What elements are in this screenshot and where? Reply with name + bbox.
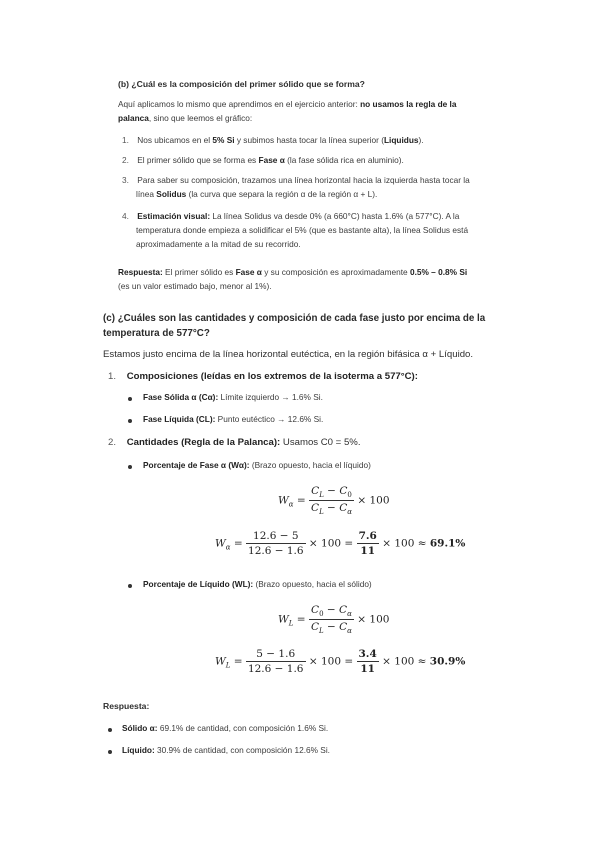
step-3 <box>122 174 470 186</box>
step-2 <box>122 154 404 166</box>
eq-denominator: 11 <box>360 545 376 557</box>
section-b-intro-line1 <box>118 98 456 110</box>
step-text: y subimos hasta tocar la línea superior ( <box>234 135 384 145</box>
pct-label: Porcentaje de Fase α (Wα): <box>143 460 250 470</box>
section-b-heading: (b) ¿Cuál es la composición del primer sólido que se forma? <box>118 79 365 89</box>
pct-label: Porcentaje de Líquido (WL): <box>143 579 254 589</box>
pct-text: (Brazo opuesto, hacia el sólido) <box>253 579 372 589</box>
section-b-intro-line2 <box>118 112 252 124</box>
final-answer-solid <box>122 722 328 734</box>
eq-result: 30.9% <box>429 655 466 668</box>
sub-item-label: Fase Líquida (CL): <box>143 414 216 424</box>
step-4-line2: temperatura donde empieza a solidificar el 5% (que es bastante alta), la línea Solidus está <box>136 225 469 235</box>
step-3-line2 <box>136 188 377 200</box>
eq-denominator: 12.6 − 1.6 <box>248 545 304 557</box>
step-text: El primer sólido que se forma es <box>137 155 259 165</box>
item-number: 1. <box>108 371 117 382</box>
bullet-icon <box>128 584 132 588</box>
item-bold: Cantidades (Regla de la Palanca): <box>126 437 281 448</box>
step-number: 2. <box>122 155 129 165</box>
pct-text: (Brazo opuesto, hacia el líquido) <box>249 460 371 470</box>
step-number: 3. <box>122 175 129 185</box>
eq-denominator: 11 <box>360 663 375 675</box>
step-text: línea <box>136 189 157 199</box>
item-bold: Composiciones (leídas en los extremos de la isoterma a 577°C): <box>126 371 418 382</box>
bullet-icon <box>108 728 112 732</box>
step-bold: Fase α <box>258 155 285 165</box>
sub-item-liquid <box>143 413 323 425</box>
answer-text: y su composición es aproximadamente <box>261 267 410 277</box>
sub-item-label: Fase Sólida α (Cα): <box>143 392 219 402</box>
step-text: (la fase sólida rica en aluminio). <box>284 155 404 165</box>
step-1 <box>122 134 424 146</box>
section-c-heading-line2: temperatura de 577°C? <box>103 328 210 339</box>
step-number: 4. <box>122 211 129 221</box>
step-text: La línea Solidus va desde 0% (a 660°C) hasta 1.6% (a 577°C). A la <box>210 211 460 221</box>
pct-alpha-line <box>143 459 371 471</box>
intro-text: Aquí aplicamos lo mismo que aprendimos en el ejercicio anterior: <box>118 99 361 109</box>
eq-result: 69.1% <box>429 537 466 550</box>
sub-item-text: Punto eutéctico → 12.6% Si. <box>215 414 324 424</box>
formula-w-alpha-numeric: $W_\alpha$ = $\frac{12.6 - 5}{12.6 - 1.6}$ × 100 = $\frac{7.6}{11}$ × 100 ≈ 69.1% <box>215 530 466 557</box>
step-text: (la curva que separa la región α de la región α + L). <box>186 189 378 199</box>
section-c-heading-line1: (c) ¿Cuáles son las cantidades y composición de cada fase justo por encima de la <box>103 313 486 324</box>
step-4-line3: aproximadamente a la mitad de su recorrido. <box>136 239 301 249</box>
eq-denominator: 12.6 − 1.6 <box>247 663 304 675</box>
formula-w-alpha-general: $W_\alpha$ = $\frac{C_L - C_0}{C_L - C_\alpha}$ × 100 <box>278 485 390 517</box>
bullet-icon <box>108 750 112 754</box>
eq-numerator: 7.6 <box>358 530 377 542</box>
step-bold: Liquidus <box>383 135 419 145</box>
item-number: 2. <box>108 437 117 448</box>
intro-bold: no usamos la regla de la <box>360 99 457 109</box>
final-answer-liquid <box>122 744 330 756</box>
step-bold: Solidus <box>156 189 187 199</box>
step-text: ). <box>418 135 424 145</box>
bullet-icon <box>128 465 132 469</box>
section-b-answer <box>118 266 467 278</box>
eq-numerator: 3.4 <box>358 648 377 660</box>
intro-text-2: , sino que leemos el gráfico: <box>148 113 253 123</box>
answer-bold: Fase α <box>235 267 262 277</box>
item-text: Usamos C0 = 5%. <box>280 437 361 448</box>
eq-numerator: 5 − 1.6 <box>246 648 306 662</box>
formula-w-liquid-general: $W_L$ = $\frac{C_0 - C_\alpha}{C_L - C_\alpha}$ × 100 <box>278 604 390 636</box>
step-number: 1. <box>122 135 129 145</box>
section-b-answer-line2: (es un valor estimado bajo, menor al 1%). <box>118 281 272 291</box>
bullet-icon <box>128 419 132 423</box>
step-text: Nos ubicamos en el <box>137 135 213 145</box>
pct-liquid-line <box>143 578 372 590</box>
bullet-icon <box>128 397 132 401</box>
item-1 <box>108 370 418 383</box>
answer-bold: 0.5% – 0.8% Si <box>409 267 468 277</box>
final-answer-text: 30.9% de cantidad, con composición 12.6% Si. <box>154 745 330 755</box>
item-2 <box>108 436 360 449</box>
final-answer-label: Sólido α: <box>122 723 158 733</box>
step-text: Para saber su composición, trazamos una línea horizontal hacia la izquierda hasta tocar la <box>137 175 470 185</box>
step-bold: Estimación visual: <box>137 211 211 221</box>
eq-numerator: 12.6 − 5 <box>246 530 306 544</box>
sub-item-text: Límite izquierdo → 1.6% Si. <box>218 392 323 402</box>
sub-item-solid <box>143 391 323 403</box>
step-bold: 5% Si <box>212 135 235 145</box>
final-answer-label: Líquido: <box>122 745 155 755</box>
final-answer-heading: Respuesta: <box>103 701 150 711</box>
formula-w-liquid-numeric: $W_L$ = $\frac{5 - 1.6}{12.6 - 1.6}$ × 100 = $\frac{3.4}{11}$ × 100 ≈ 30.9% <box>215 648 466 675</box>
final-answer-text: 69.1% de cantidad, con composición 1.6% Si. <box>157 723 329 733</box>
section-c-intro: Estamos justo encima de la línea horizontal eutéctica, en la región bifásica α + Líquido. <box>103 349 474 360</box>
intro-bold-2: palanca <box>118 113 149 123</box>
answer-text: El primer sólido es <box>162 267 236 277</box>
answer-label: Respuesta: <box>118 267 163 277</box>
step-4 <box>122 210 459 222</box>
